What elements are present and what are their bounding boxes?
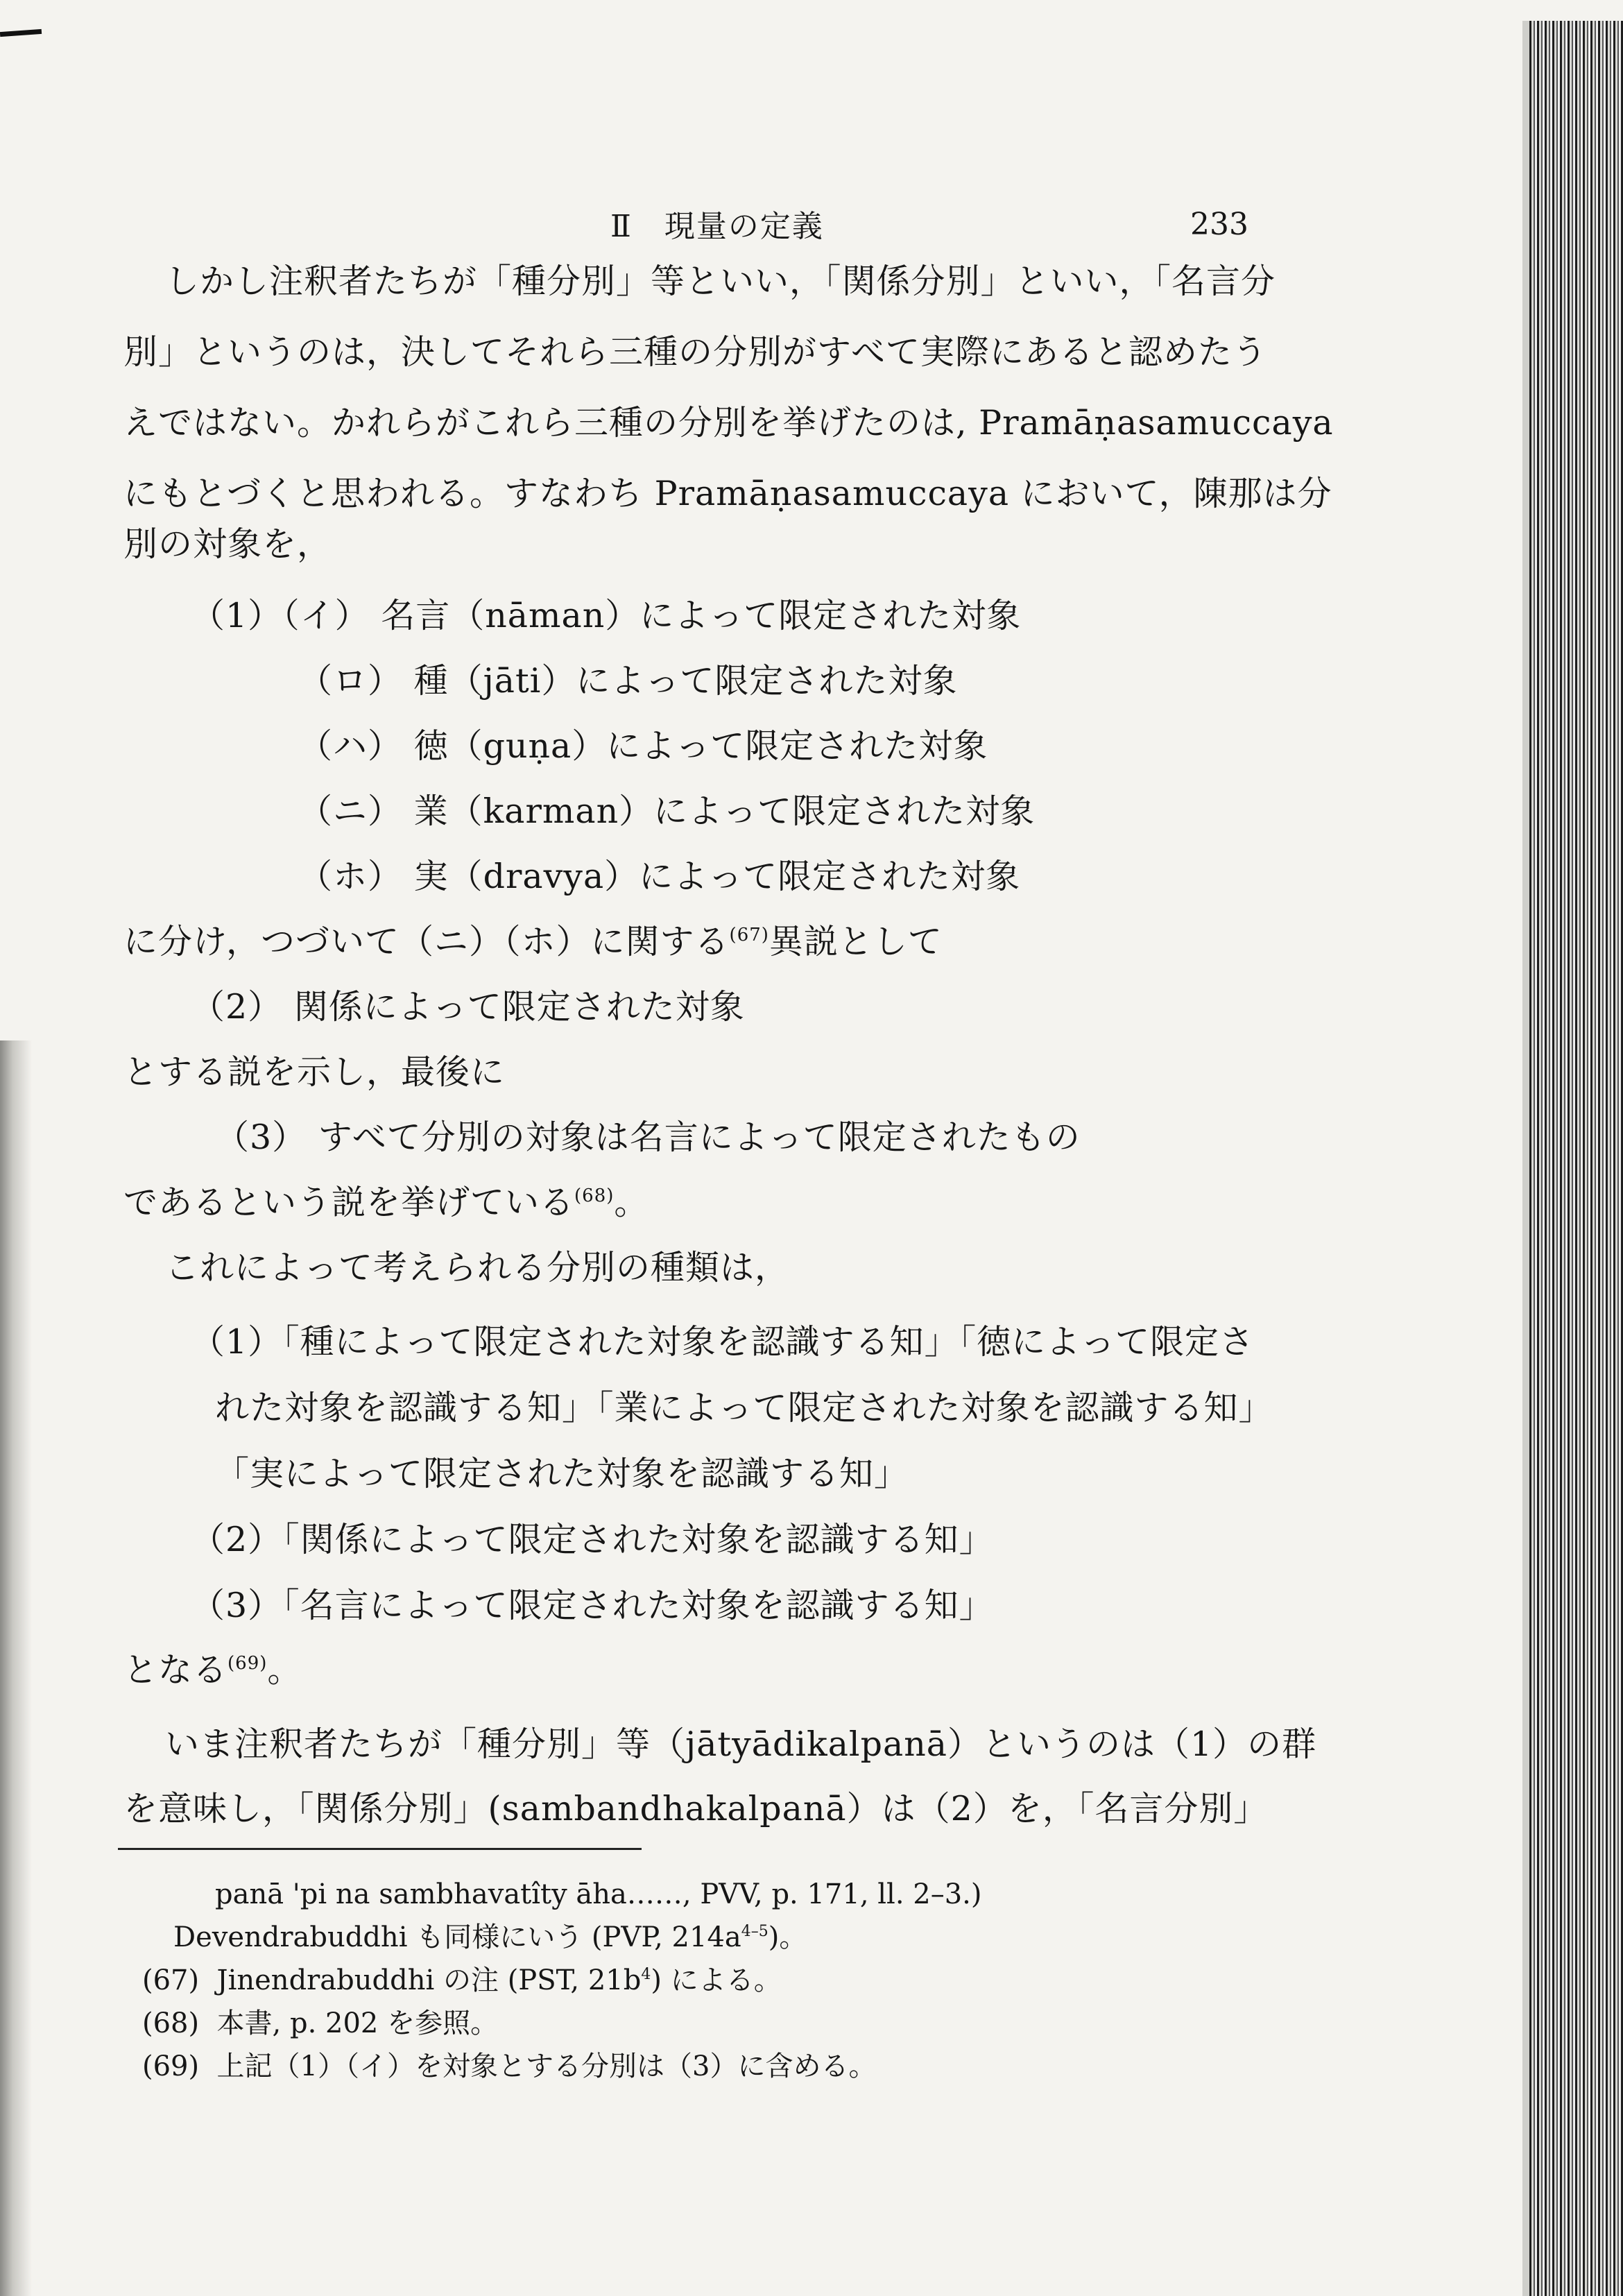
text: 上記（1）（イ）を対象とする分別は（3）に含める。 bbox=[216, 2050, 877, 2082]
list-item: （2） 関係によって限定された対象 bbox=[191, 987, 745, 1027]
footnote-number: (67) bbox=[142, 1964, 200, 1996]
footnote-68 bbox=[142, 2006, 498, 2041]
text: )。 bbox=[768, 1921, 807, 1953]
text: Jinendrabuddhi の注 (PST, 21b bbox=[216, 1964, 642, 1996]
footnote-number: (69) bbox=[142, 2050, 200, 2082]
text: 本書, p. 202 を参照。 bbox=[216, 2007, 499, 2039]
list-item: （3） すべて分別の対象は名言によって限定されたもの bbox=[215, 1117, 1081, 1157]
footnote-line: panā 'pi na sambhavatîty āha……, PVV, p. 171, ll. 2–3.) bbox=[215, 1878, 982, 1910]
superscript: 4–5 bbox=[741, 1923, 768, 1940]
body-line: えではない。かれらがこれら三種の分別を挙げたのは, Pramāṇasamuccaya bbox=[123, 403, 1334, 443]
footnote-67 bbox=[142, 1963, 782, 1998]
note-ref: (67) bbox=[729, 925, 769, 945]
list-item: （ホ） 実（dravya）によって限定された対象 bbox=[298, 857, 1021, 896]
list-item: （2）「関係によって限定された対象を認識する知」 bbox=[191, 1520, 994, 1559]
text: であるという説を挙げている bbox=[123, 1183, 575, 1222]
footnote-number: (68) bbox=[142, 2007, 200, 2039]
list-item: （ロ） 種（jāti）によって限定された対象 bbox=[298, 661, 958, 701]
body-line: 別の対象を， bbox=[123, 524, 332, 564]
binding-gap bbox=[1522, 21, 1529, 2296]
text: 。 bbox=[614, 1183, 649, 1222]
section-title: Ⅱ 現量の定義 bbox=[610, 209, 824, 244]
body-line: にもとづくと思われる。すなわち Pramāṇasamuccaya において，陳那は分 bbox=[123, 474, 1332, 513]
body-line bbox=[123, 1650, 302, 1691]
list-item: （1）「種によって限定された対象を認識する知」「徳によって限定さ bbox=[191, 1322, 1255, 1362]
book-binding-edge bbox=[1529, 21, 1623, 2296]
list-item: （3）「名言によって限定された対象を認識する知」 bbox=[191, 1586, 994, 1625]
list-item: 「実によって限定された対象を認識する知」 bbox=[215, 1454, 909, 1493]
body-line bbox=[123, 1182, 649, 1224]
list-item: （ハ） 徳（guṇa）によって限定された対象 bbox=[298, 726, 988, 766]
body-line: しかし注釈者たちが「種分別」等といい，「関係分別」といい，「名言分 bbox=[165, 262, 1276, 301]
footnote-rule bbox=[118, 1848, 642, 1850]
body-line: とする説を示し，最後に bbox=[123, 1052, 506, 1092]
list-item: れた対象を認識する知」「業によって限定された対象を認識する知」 bbox=[215, 1388, 1273, 1428]
note-ref: (69) bbox=[227, 1653, 268, 1674]
text: 異説として bbox=[768, 922, 943, 961]
body-line: これによって考えられる分別の種類は， bbox=[165, 1248, 790, 1287]
running-header bbox=[610, 201, 1276, 250]
body-line bbox=[123, 921, 943, 963]
text: Devendrabuddhi も同様にいう (PVP, 214a bbox=[173, 1921, 741, 1953]
scan-left-shadow bbox=[0, 1040, 32, 2296]
text: に分け，つづいて（ニ）（ホ）に関する bbox=[123, 922, 730, 961]
note-ref: (68) bbox=[574, 1185, 615, 1206]
body-line: を意味し，「関係分別」(sambandhakalpanā）は（2）を，「名言分別」 bbox=[123, 1789, 1269, 1828]
footnote-line bbox=[173, 1920, 807, 1955]
text: となる bbox=[123, 1650, 228, 1690]
list-item: （ニ） 業（karman）によって限定された対象 bbox=[298, 791, 1036, 831]
body-line: いま注釈者たちが「種分別」等（jātyādikalpanā）というのは（1）の群 bbox=[165, 1724, 1317, 1764]
footnote-69 bbox=[142, 2049, 876, 2084]
page-number: 233 bbox=[1190, 207, 1248, 242]
text: ) による。 bbox=[651, 1964, 782, 1996]
scan-corner-mark bbox=[0, 29, 42, 37]
text: 。 bbox=[267, 1650, 302, 1690]
body-line: 別」というのは，決してそれら三種の分別がすべて実際にあると認めたう bbox=[123, 332, 1268, 372]
superscript: 4 bbox=[641, 1966, 651, 1983]
list-item: （1）（イ） 名言（nāman）によって限定された対象 bbox=[191, 596, 1022, 635]
